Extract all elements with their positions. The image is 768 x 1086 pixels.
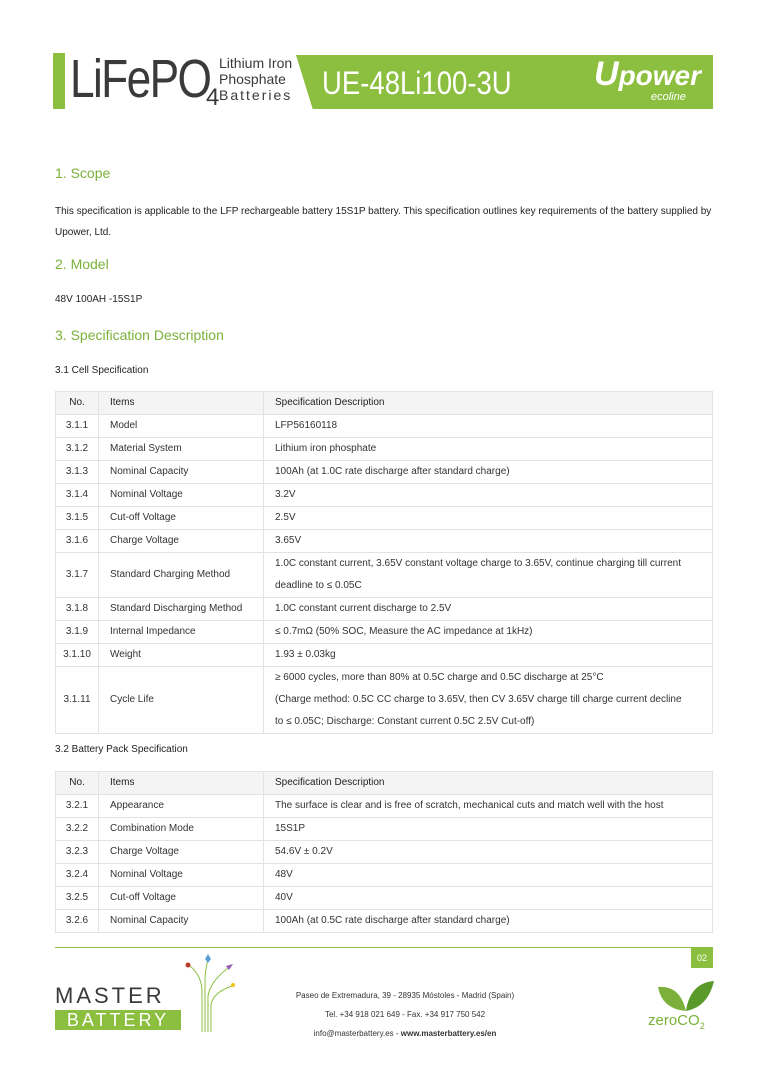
row-desc: 100Ah (at 1.0C rate discharge after standard charge) (264, 461, 713, 484)
header-items: Items (99, 772, 264, 795)
zero-co2-sub: 2 (699, 1021, 705, 1031)
row-desc: 48V (264, 864, 713, 887)
row-no: 3.1.4 (56, 484, 99, 507)
row-no: 3.1.1 (56, 415, 99, 438)
pack-spec-heading: 3.2 Battery Pack Specification (55, 744, 188, 755)
upower-logo (594, 55, 702, 93)
row-no: 3.2.6 (56, 910, 99, 933)
row-no: 3.1.6 (56, 530, 99, 553)
row-desc (264, 667, 713, 734)
row-item: Cycle Life (99, 667, 264, 734)
row-item: Nominal Voltage (99, 484, 264, 507)
row-no: 3.1.3 (56, 461, 99, 484)
table-header-row (56, 392, 713, 415)
table-row (56, 438, 713, 461)
row-desc: 1.0C constant current discharge to 2.5V (264, 598, 713, 621)
row-no: 3.1.8 (56, 598, 99, 621)
row-item: Nominal Voltage (99, 864, 264, 887)
row-no: 3.2.1 (56, 795, 99, 818)
footer-phone: Tel. +34 918 021 649 - Fax. +34 917 750 542 (324, 1010, 486, 1019)
chem-line-2: Phosphate (219, 71, 286, 87)
row-item: Standard Charging Method (99, 553, 264, 598)
table-row (56, 415, 713, 438)
row-item: Combination Mode (99, 818, 264, 841)
row-item: Model (99, 415, 264, 438)
row-item: Material System (99, 438, 264, 461)
table-row (56, 598, 713, 621)
header-no: No. (56, 772, 99, 795)
row-desc: 54.6V ± 0.2V (264, 841, 713, 864)
table-row (56, 553, 713, 598)
tree-icon (180, 952, 236, 1034)
row-item: Nominal Capacity (99, 461, 264, 484)
row-no: 3.1.5 (56, 507, 99, 530)
master-logo-text: MASTER (55, 983, 165, 1008)
row-desc: 1.93 ± 0.03kg (264, 644, 713, 667)
table-row (56, 864, 713, 887)
footer-contact (280, 1024, 530, 1043)
table-row (56, 910, 713, 933)
model-heading: 2. Model (55, 256, 109, 272)
upower-logo-rest: power (618, 60, 702, 91)
row-no: 3.2.5 (56, 887, 99, 910)
row-no: 3.2.3 (56, 841, 99, 864)
table-row (56, 795, 713, 818)
chem-label (219, 55, 292, 103)
row-item: Internal Impedance (99, 621, 264, 644)
table-row (56, 644, 713, 667)
row-no: 3.2.4 (56, 864, 99, 887)
row-desc: 3.2V (264, 484, 713, 507)
spec-heading: 3. Specification Description (55, 327, 224, 343)
row-desc: 1.0C constant current, 3.65V constant voltage charge to 3.65V, continue charging till current deadline to ≤ 0.05C (264, 553, 713, 598)
table-row (56, 667, 713, 734)
row-no: 3.1.7 (56, 553, 99, 598)
row-desc: 40V (264, 887, 713, 910)
scope-heading: 1. Scope (55, 165, 111, 181)
battery-logo-text: BATTERY (55, 1010, 181, 1030)
table-row (56, 887, 713, 910)
model-title: UE-48Li100-3U (322, 65, 512, 101)
footer-separator: - (393, 1029, 401, 1038)
table-row (56, 507, 713, 530)
chem-line-1: Lithium Iron (219, 55, 293, 71)
model-text: 48V 100AH -15S1P (55, 294, 143, 305)
row-desc-line: ≥ 6000 cycles, more than 80% at 0.5C charge and 0.5C discharge at 25°C (275, 672, 604, 683)
scope-text: This specification is applicable to the LFP rechargeable battery 15S1P battery. This specification outlines key requirements of the battery supplied by Upower, Ltd. (55, 206, 712, 238)
footer-website[interactable]: www.masterbattery.es/en (400, 1029, 497, 1038)
table-row (56, 621, 713, 644)
row-item: Weight (99, 644, 264, 667)
pack-spec-table (55, 771, 713, 933)
upower-logo-u: U (594, 55, 619, 93)
footer-email[interactable]: info@masterbattery.es (313, 1029, 394, 1038)
leaf-icon (656, 979, 716, 1013)
row-item: Appearance (99, 795, 264, 818)
page-number: 02 (691, 948, 713, 968)
row-desc: LFP56160118 (264, 415, 713, 438)
row-desc: 15S1P (264, 818, 713, 841)
table-row (56, 841, 713, 864)
row-item: Charge Voltage (99, 841, 264, 864)
brand-subscript: 4 (206, 84, 220, 111)
row-desc: 3.65V (264, 530, 713, 553)
ecoline-label: ecoline (651, 91, 686, 103)
cell-spec-table (55, 391, 713, 734)
table-row (56, 818, 713, 841)
brand-bar (53, 53, 65, 109)
row-desc-line: to ≤ 0.05C; Discharge: Constant current 0.5C 2.5V Cut-off) (275, 716, 535, 727)
zero-co2-logo (648, 1012, 705, 1031)
table-header-row (56, 772, 713, 795)
row-desc: 100Ah (at 0.5C rate discharge after standard charge) (264, 910, 713, 933)
cell-spec-heading: 3.1 Cell Specification (55, 365, 149, 376)
row-no: 3.1.9 (56, 621, 99, 644)
row-item: Cut-off Voltage (99, 887, 264, 910)
row-item: Cut-off Voltage (99, 507, 264, 530)
chem-line-3: Batteries (219, 87, 293, 103)
row-item: Standard Discharging Method (99, 598, 264, 621)
zero-co2-text: zeroCO (648, 1012, 700, 1029)
header-desc: Specification Description (264, 772, 713, 795)
row-desc: ≤ 0.7mΩ (50% SOC, Measure the AC impedance at 1kHz) (264, 621, 713, 644)
row-no: 3.2.2 (56, 818, 99, 841)
footer-address: Paseo de Extremadura, 39 - 28935 Móstoles - Madrid (Spain) (295, 991, 515, 1000)
header-desc: Specification Description (264, 392, 713, 415)
row-item: Charge Voltage (99, 530, 264, 553)
row-desc: Lithium iron phosphate (264, 438, 713, 461)
header-no: No. (56, 392, 99, 415)
table-row (56, 461, 713, 484)
row-desc: The surface is clear and is free of scratch, mechanical cuts and match well with the host (264, 795, 713, 818)
row-no: 3.1.2 (56, 438, 99, 461)
header-items: Items (99, 392, 264, 415)
row-item: Nominal Capacity (99, 910, 264, 933)
row-no: 3.1.11 (56, 667, 99, 734)
row-desc-line: (Charge method: 0.5C CC charge to 3.65V, then CV 3.65V charge till charge current decline (275, 694, 682, 705)
brand-lifepo: LiFePO (70, 49, 211, 109)
table-row (56, 484, 713, 507)
table-row (56, 530, 713, 553)
row-desc: 2.5V (264, 507, 713, 530)
row-no: 3.1.10 (56, 644, 99, 667)
footer-divider (55, 947, 713, 948)
